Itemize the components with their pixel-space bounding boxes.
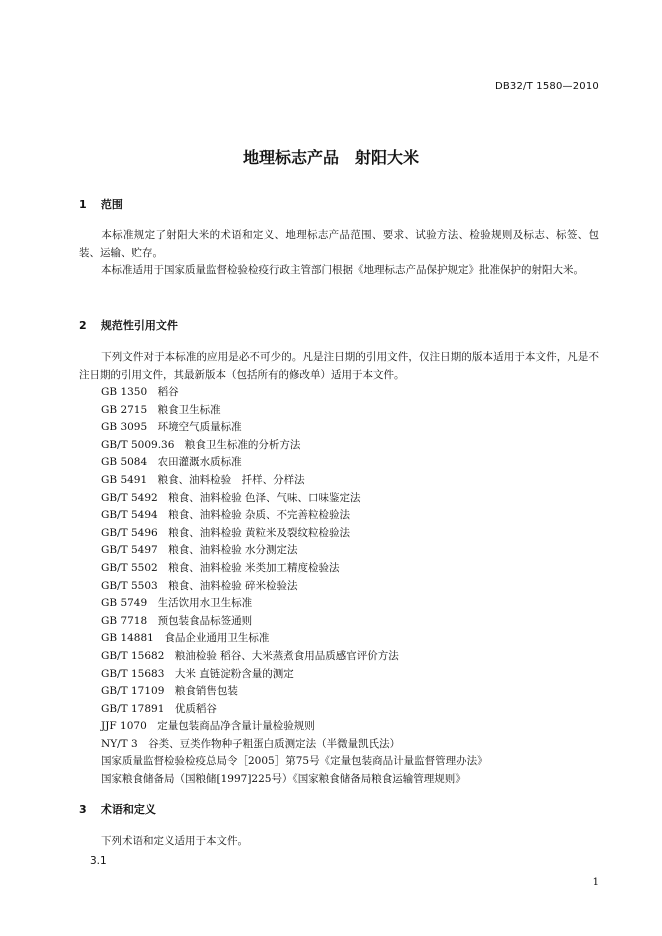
reference-item: GB 5491 粮食、油料检验 扦样、分样法 <box>101 473 305 486</box>
reference-item: GB/T 5494 粮食、油料检验 杂质、不完善粒检验法 <box>101 509 351 522</box>
reference-item: GB 5749 生活饮用水卫生标准 <box>101 597 253 610</box>
references-intro-paragraph: 下列文件对于本标准的应用是必不可少的。凡是注日期的引用文件，仅注日期的版本适用于本文件，凡是不注日期的引用文件，其最新版本（包括所有的修改单）适用于本文件。 <box>79 351 599 381</box>
reference-item: GB 1350 稻谷 <box>101 386 179 398</box>
reference-item: GB/T 17891 优质稻谷 <box>101 702 217 715</box>
reference-item: GB 5084 农田灌溉水质标准 <box>101 456 242 469</box>
section-number: 2 <box>79 319 87 332</box>
section-number: 3 <box>79 803 87 816</box>
reference-item: GB/T 17109 粮食销售包装 <box>101 685 238 698</box>
scope-paragraph-2: 本标准适用于国家质量监督检验检疫行政主管部门根据《地理标志产品保护规定》批准保护的射阳大米。 <box>101 264 584 276</box>
doc-code: DB32/T 1580—2010 <box>494 81 599 92</box>
reference-item: GB/T 15682 粮油检验 稻谷、大米蒸煮食用品质感官评价方法 <box>101 649 399 662</box>
reference-item: GB/T 5497 粮食、油料检验 水分测定法 <box>101 544 298 557</box>
reference-item: NY/T 3 谷类、豆类作物种子粗蛋白质测定法（半微量凯氏法） <box>101 737 401 750</box>
reference-item: GB 3095 环境空气质量标准 <box>101 421 242 434</box>
document-title: 地理标志产品 射阳大米 <box>242 148 419 167</box>
section-heading-terms-definitions <box>79 801 156 817</box>
reference-item: GB 14881 食品企业通用卫生标准 <box>101 632 270 645</box>
reference-item: GB/T 15683 大米 直链淀粉含量的测定 <box>101 667 294 680</box>
terms-intro-paragraph: 下列术语和定义适用于本文件。 <box>101 835 248 847</box>
section-title: 术语和定义 <box>100 803 156 816</box>
reference-item: GB/T 5496 粮食、油料检验 黄粒米及裂纹粒检验法 <box>101 526 351 539</box>
reference-item: GB 2715 粮食卫生标准 <box>101 403 221 416</box>
subclause-number: 3.1 <box>90 855 107 867</box>
section-heading-scope <box>79 196 123 212</box>
reference-item: JJF 1070 定量包装商品净含量计量检验规则 <box>101 720 315 733</box>
section-heading-normative-references <box>79 317 178 333</box>
section-number: 1 <box>79 198 87 211</box>
scope-paragraph-1: 本标准规定了射阳大米的术语和定义、地理标志产品范围、要求、试验方法、检验规则及标志、标签、包装、运输、贮存。 <box>79 229 599 259</box>
reference-list <box>101 384 488 789</box>
reference-item: GB/T 5009.36 粮食卫生标准的分析方法 <box>101 438 301 451</box>
reference-item: GB/T 5492 粮食、油料检验 色泽、气味、口味鉴定法 <box>101 491 361 504</box>
reference-item: GB 7718 预包装食品标签通则 <box>101 614 253 627</box>
reference-item: GB/T 5502 粮食、油料检验 米类加工精度检验法 <box>101 561 340 574</box>
section-title: 范围 <box>100 198 123 211</box>
page-number: 1 <box>592 877 599 888</box>
reference-item: GB/T 5503 粮食、油料检验 碎米检验法 <box>101 579 298 592</box>
reference-item: 国家粮食储备局（国粮储[1997]225号）《国家粮食储备局粮食运输管理规则》 <box>101 773 466 786</box>
section-title: 规范性引用文件 <box>100 319 178 332</box>
reference-item: 国家质量监督检验检疫总局令［2005］第75号《定量包装商品计量监督管理办法》 <box>101 755 488 768</box>
